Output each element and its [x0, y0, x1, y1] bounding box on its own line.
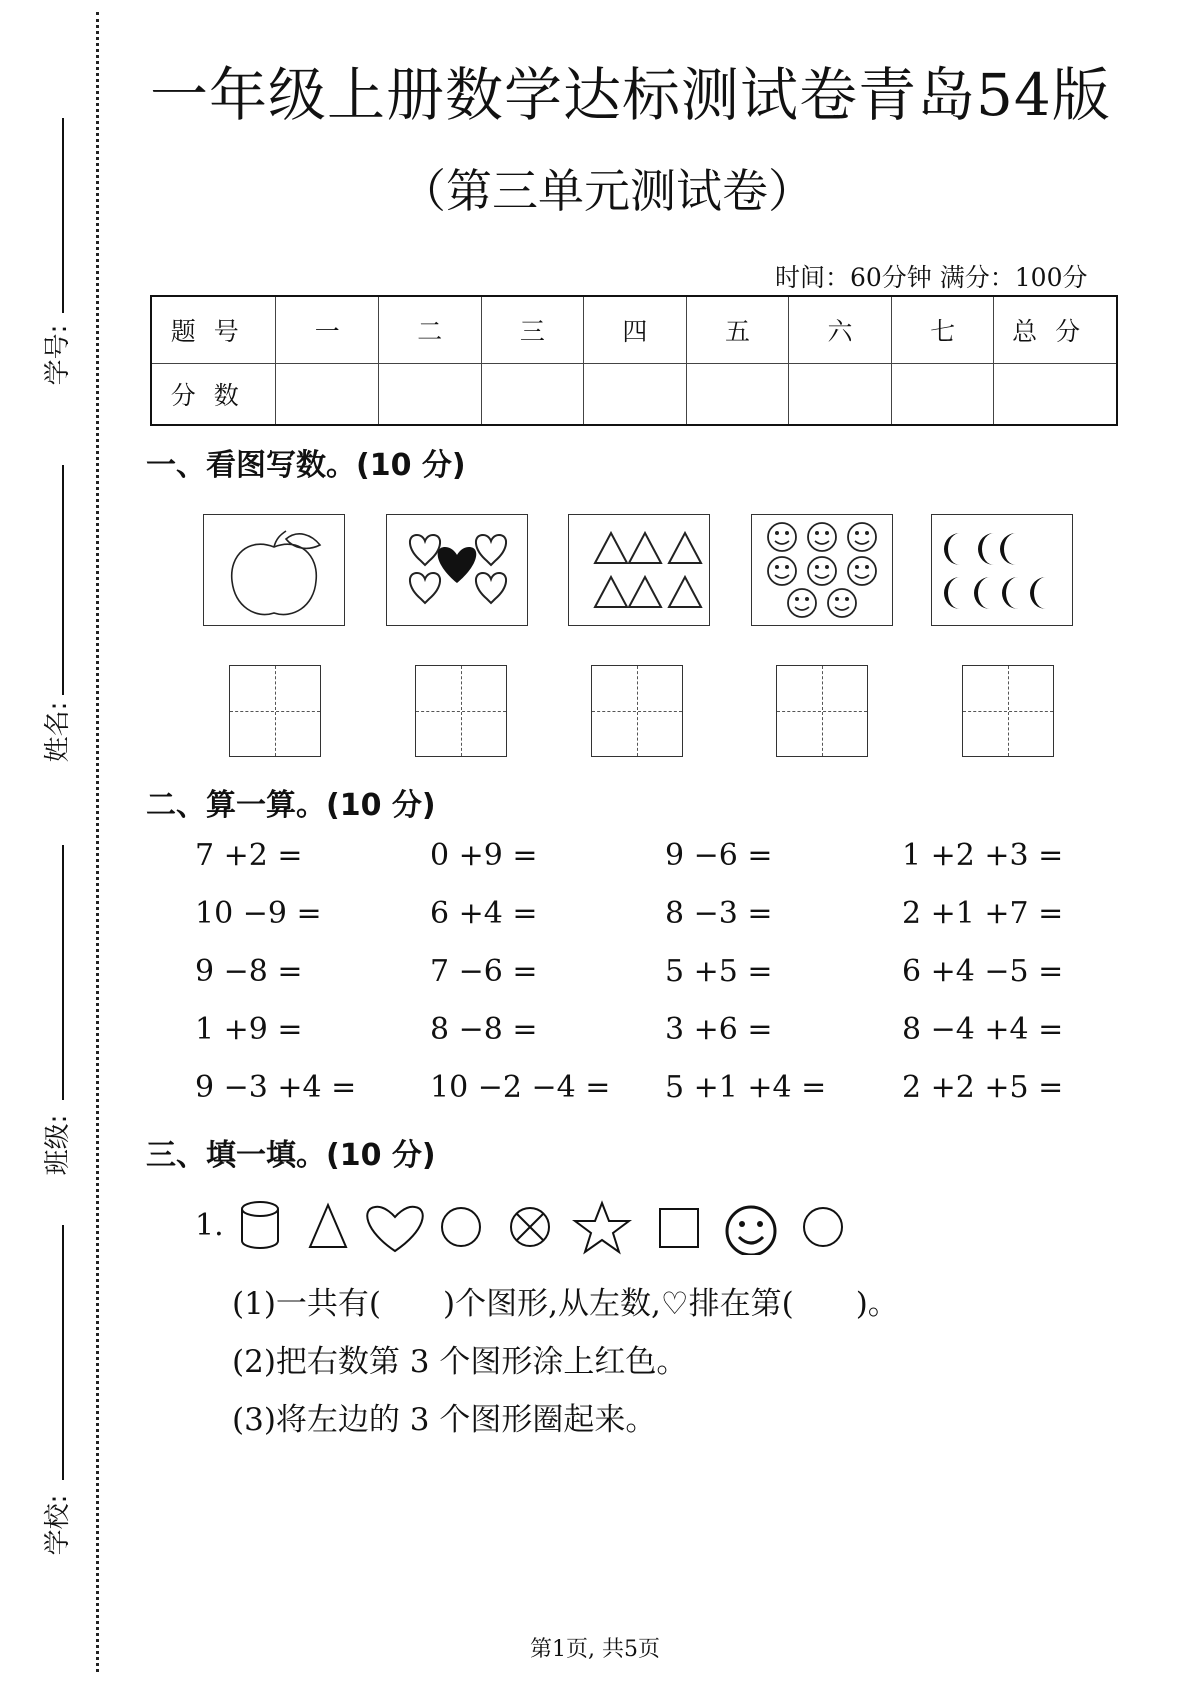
section2-title: 二、算一算。(10 分) — [146, 788, 436, 823]
student-id-line — [62, 118, 64, 313]
row-head-question: 题号 — [151, 296, 276, 364]
calc-item: 1 +2 +3 = — [902, 838, 1064, 873]
calc-item: 10 −9 = — [195, 896, 322, 931]
page-subtitle: （第三单元测试卷） — [400, 164, 814, 218]
picture-box-moons — [931, 514, 1073, 626]
sub-question-2: (2)把右数第 3 个图形涂上红色。 — [232, 1344, 688, 1380]
student-id-label: 学号: — [43, 324, 73, 386]
section3-title: 三、填一填。(10 分) — [146, 1138, 436, 1173]
smileys-icon — [752, 515, 892, 625]
answer-grid[interactable] — [415, 665, 507, 757]
picture-box-triangles — [568, 514, 710, 626]
score-cell[interactable] — [891, 364, 994, 426]
smiley-icon — [727, 1207, 775, 1255]
answer-grid[interactable] — [776, 665, 868, 757]
score-cell[interactable] — [686, 364, 789, 426]
calc-item: 3 +6 = — [665, 1012, 773, 1047]
calc-item: 5 +1 +4 = — [665, 1070, 827, 1105]
score-table-header-row — [151, 296, 1117, 364]
sub-question-1: (1)一共有( )个图形,从左数,♡排在第( )。 — [232, 1286, 899, 1322]
apple-icon — [204, 515, 344, 625]
calc-item: 7 +2 = — [195, 838, 303, 873]
star-icon — [575, 1203, 629, 1252]
name-line — [62, 465, 64, 695]
col-6: 六 — [789, 296, 892, 364]
col-5: 五 — [686, 296, 789, 364]
calc-item: 8 −8 = — [430, 1012, 538, 1047]
heart-icon — [367, 1207, 422, 1251]
calc-item: 10 −2 −4 = — [430, 1070, 611, 1105]
square-icon — [660, 1209, 698, 1247]
page-title: 一年级上册数学达标测试卷青岛54版 — [150, 61, 1111, 129]
answer-grid[interactable] — [962, 665, 1054, 757]
question-number: 1. — [195, 1208, 224, 1243]
answer-grid[interactable] — [229, 665, 321, 757]
hearts-icon — [387, 515, 527, 625]
calc-item: 8 −4 +4 = — [902, 1012, 1064, 1047]
calc-item: 9 −8 = — [195, 954, 303, 989]
score-cell[interactable] — [481, 364, 584, 426]
answer-grid[interactable] — [591, 665, 683, 757]
calc-item: 6 +4 = — [430, 896, 538, 931]
calc-item: 9 −6 = — [665, 838, 773, 873]
page-footer: 第1页, 共5页 — [530, 1637, 660, 1662]
score-cell[interactable] — [994, 364, 1117, 426]
circle-icon — [804, 1208, 842, 1246]
score-table-score-row — [151, 364, 1117, 426]
calc-item: 0 +9 = — [430, 838, 538, 873]
score-cell[interactable] — [379, 364, 482, 426]
calc-item: 9 −3 +4 = — [195, 1070, 357, 1105]
cylinder-icon — [242, 1202, 278, 1248]
row-head-score: 分数 — [151, 364, 276, 426]
triangle-icon — [310, 1205, 346, 1247]
calc-item: 2 +1 +7 = — [902, 896, 1064, 931]
moons-icon — [932, 515, 1072, 625]
class-label: 班级: — [43, 1114, 73, 1176]
col-total: 总分 — [994, 296, 1117, 364]
picture-box-apple — [203, 514, 345, 626]
class-line — [62, 845, 64, 1100]
score-table — [150, 295, 1118, 426]
score-cell[interactable] — [584, 364, 687, 426]
triangles-icon — [569, 515, 709, 625]
picture-box-smileys — [751, 514, 893, 626]
time-info: 时间：60分钟 满分：100分 — [775, 263, 1088, 292]
col-2: 二 — [379, 296, 482, 364]
circle-icon — [442, 1208, 480, 1246]
calc-item: 7 −6 = — [430, 954, 538, 989]
picture-box-hearts — [386, 514, 528, 626]
school-label: 学校: — [43, 1494, 73, 1556]
calc-item: 2 +2 +5 = — [902, 1070, 1064, 1105]
score-cell[interactable] — [276, 364, 379, 426]
sub-question-3: (3)将左边的 3 个图形圈起来。 — [232, 1402, 657, 1438]
calc-item: 8 −3 = — [665, 896, 773, 931]
col-1: 一 — [276, 296, 379, 364]
shape-row — [235, 1195, 935, 1255]
col-3: 三 — [481, 296, 584, 364]
calc-item: 5 +5 = — [665, 954, 773, 989]
name-label: 姓名: — [43, 701, 73, 763]
calc-item: 6 +4 −5 = — [902, 954, 1064, 989]
col-7: 七 — [891, 296, 994, 364]
calc-item: 1 +9 = — [195, 1012, 303, 1047]
score-cell[interactable] — [789, 364, 892, 426]
col-4: 四 — [584, 296, 687, 364]
section1-title: 一、看图写数。(10 分) — [146, 448, 466, 483]
circled-x-icon — [511, 1208, 549, 1246]
binding-dotted-line — [96, 12, 99, 1672]
school-line — [62, 1225, 64, 1480]
